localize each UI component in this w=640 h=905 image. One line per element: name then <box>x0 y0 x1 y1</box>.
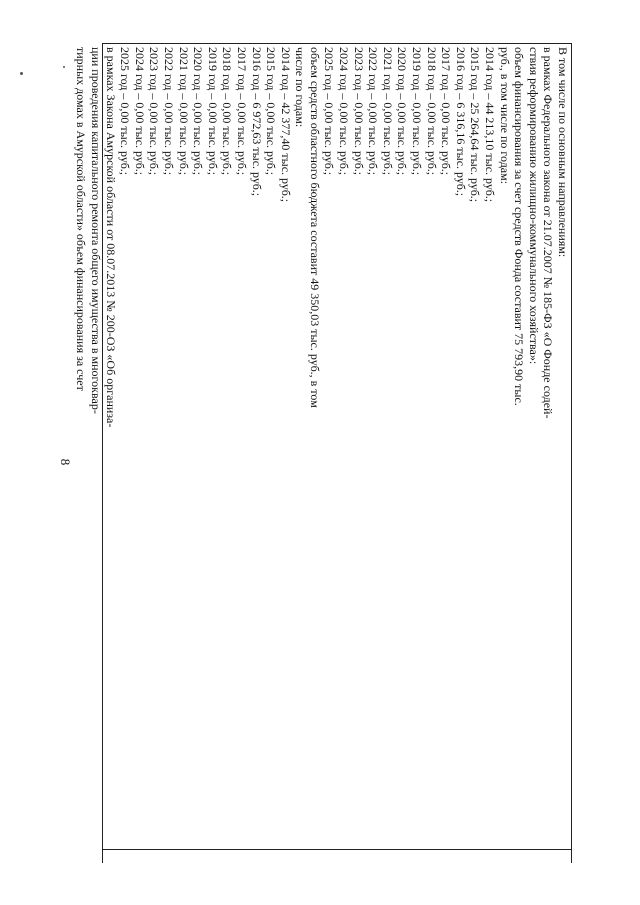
text-line: 2014 год – 42 377,40 тыс. руб.; <box>278 47 293 203</box>
text-line: 2016 год – 6 972,63 тыс. руб.; <box>249 47 264 197</box>
text-line: 2019 год – 0,00 тыс. руб.; <box>205 47 220 176</box>
text-line: 2022 год – 0,00 тыс. руб.; <box>161 47 176 176</box>
text-line: 2015 год – 0,00 тыс. руб.; <box>264 47 279 176</box>
text-line: 2019 год – 0,00 тыс. руб.; <box>410 47 425 176</box>
text-line: 2017 год – 0,00 тыс. руб.; <box>234 47 249 176</box>
table-border-top <box>571 43 572 863</box>
funding-table <box>74 43 572 863</box>
text-line: 2024 год – 0,00 тыс. руб.; <box>337 47 352 176</box>
text-line: 2021 год – 0,00 тыс. руб.; <box>176 47 191 176</box>
text-line: ствия реформированию жилищно-коммунального хозяйства»: <box>526 47 541 365</box>
text-line: в рамках Федерального закона от 21.07.2007 № 185-ФЗ «О Фонде содей- <box>541 47 556 419</box>
text-line: объем финансирования за счет средств Фонда составит 75 793,90 тыс. <box>512 47 527 406</box>
text-line: 2025 год – 0,00 тыс. руб.; <box>322 47 337 176</box>
text-line: 2020 год – 0,00 тыс. руб.; <box>395 47 410 176</box>
text-line: 2022 год – 0,00 тыс. руб.; <box>366 47 381 176</box>
text-line: 2015 год – 25 264,64 тыс. руб.; <box>468 47 483 203</box>
text-line: 2020 год – 0,00 тыс. руб.; <box>191 47 206 176</box>
text-line: 2014 год – 44 213,10 тыс. руб.; <box>483 47 498 203</box>
page-number: 8 <box>58 458 73 466</box>
text-line: тирных домах в Амурской области» объем финансирования за счет <box>74 47 89 391</box>
text-line: 2018 год – 0,00 тыс. руб.; <box>424 47 439 176</box>
text-line: объем средств областного бюджета составит 49 350,03 тыс. руб., в том <box>307 47 322 408</box>
text-line: ции проведения капитального ремонта общего имущества в многоквар- <box>89 47 103 414</box>
funding-text-cell <box>74 43 570 849</box>
text-line: руб., в том числе по годам: <box>497 47 512 185</box>
scan-speck <box>63 66 65 68</box>
text-line: 2025 год – 0,00 тыс. руб.; <box>118 47 133 176</box>
text-line: 2017 год – 0,00 тыс. руб.; <box>439 47 454 176</box>
text-line: 2024 год – 0,00 тыс. руб.; <box>132 47 147 176</box>
text-line: 2016 год – 6 316,16 тыс. руб.; <box>453 47 468 197</box>
text-line: 2018 год – 0,00 тыс. руб.; <box>220 47 235 176</box>
text-line: 2023 год – 0,00 тыс. руб.; <box>351 47 366 176</box>
text-line: в рамках Закона Амурской области от 08.07.2013 № 200-ОЗ «Об организа- <box>103 47 118 428</box>
text-line: числе по годам: <box>293 47 308 128</box>
column-divider <box>102 849 572 850</box>
scan-speck <box>20 72 23 75</box>
rotated-table <box>74 43 572 863</box>
text-line: 2023 год – 0,00 тыс. руб.; <box>147 47 162 176</box>
text-line: 2021 год – 0,00 тыс. руб.; <box>380 47 395 176</box>
text-line: В том числе по основным направлениям: <box>556 47 570 258</box>
